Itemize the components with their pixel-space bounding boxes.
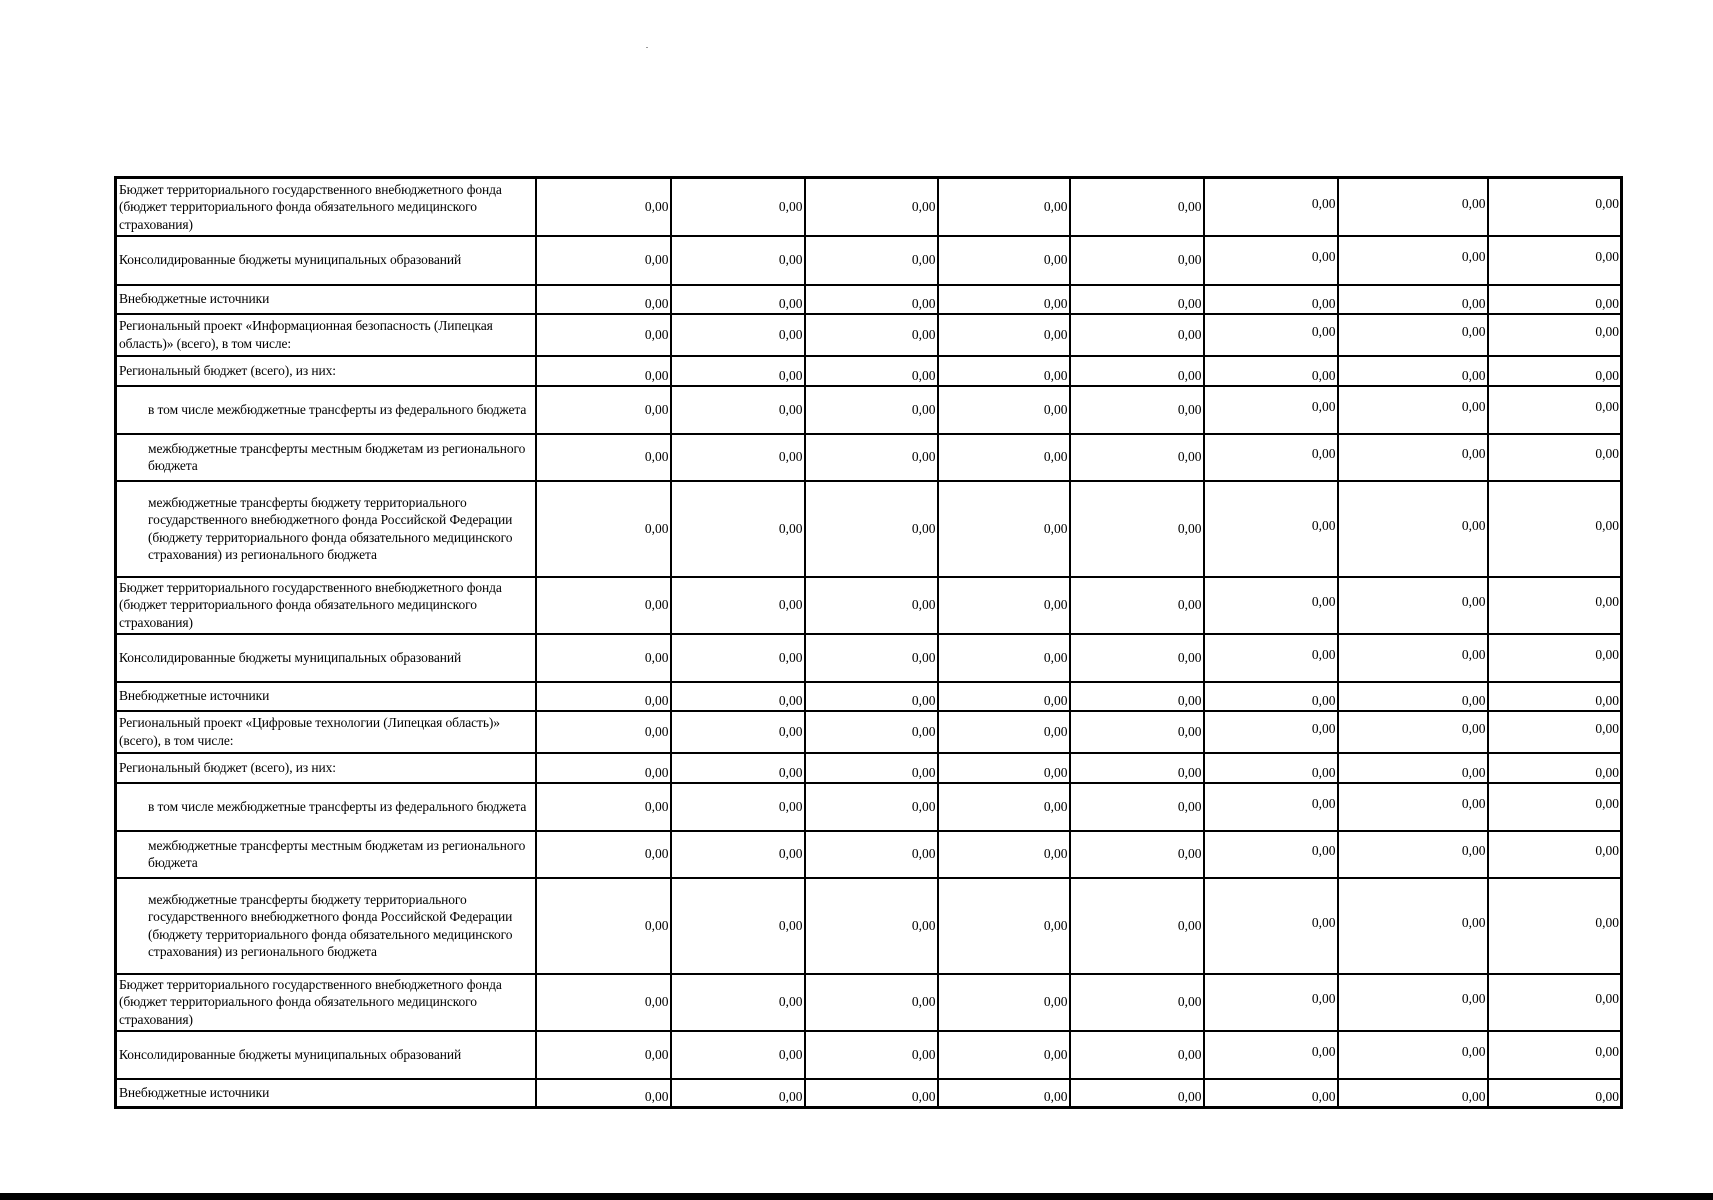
row-label: Консолидированные бюджеты муниципальных образований: [116, 634, 536, 682]
value-cell: 0,00: [1338, 831, 1488, 878]
value-cell: 0,00: [1338, 285, 1488, 314]
value-cell: 0,00: [1204, 386, 1338, 434]
value-cell: 0,00: [536, 481, 671, 577]
table-row: [116, 753, 1622, 783]
value-cell: 0,00: [536, 878, 671, 974]
value-cell: 0,00: [938, 753, 1070, 783]
row-label: межбюджетные трансферты местным бюджетам из регионального бюджета: [116, 831, 536, 878]
value-cell: 0,00: [805, 783, 938, 831]
row-label: Региональный бюджет (всего), из них:: [116, 356, 536, 386]
value-cell: 0,00: [1488, 285, 1622, 314]
value-cell: 0,00: [1070, 1079, 1204, 1108]
table-row: [116, 711, 1622, 753]
value-cell: 0,00: [536, 236, 671, 285]
value-cell: 0,00: [1488, 178, 1622, 236]
value-cell: 0,00: [536, 974, 671, 1031]
value-cell: 0,00: [1338, 878, 1488, 974]
value-cell: 0,00: [536, 1031, 671, 1079]
value-cell: 0,00: [671, 1031, 805, 1079]
value-cell: 0,00: [1204, 974, 1338, 1031]
value-cell: 0,00: [1488, 831, 1622, 878]
value-cell: 0,00: [805, 285, 938, 314]
row-label: Внебюджетные источники: [116, 1079, 536, 1108]
value-cell: 0,00: [536, 285, 671, 314]
value-cell: 0,00: [1204, 356, 1338, 386]
table-row: [116, 974, 1622, 1031]
value-cell: 0,00: [805, 314, 938, 356]
value-cell: 0,00: [805, 434, 938, 481]
value-cell: 0,00: [938, 711, 1070, 753]
value-cell: 0,00: [536, 434, 671, 481]
value-cell: 0,00: [805, 711, 938, 753]
row-label: Внебюджетные источники: [116, 285, 536, 314]
value-cell: 0,00: [536, 356, 671, 386]
value-cell: 0,00: [1338, 481, 1488, 577]
row-label: в том числе межбюджетные трансферты из федерального бюджета: [116, 783, 536, 831]
value-cell: 0,00: [1070, 356, 1204, 386]
value-cell: 0,00: [938, 1079, 1070, 1108]
value-cell: 0,00: [1488, 682, 1622, 711]
table-row: [116, 1079, 1622, 1108]
value-cell: 0,00: [938, 634, 1070, 682]
value-cell: 0,00: [1204, 434, 1338, 481]
value-cell: 0,00: [1488, 753, 1622, 783]
value-cell: 0,00: [1070, 783, 1204, 831]
value-cell: 0,00: [1070, 1031, 1204, 1079]
value-cell: 0,00: [938, 481, 1070, 577]
row-label: Внебюджетные источники: [116, 682, 536, 711]
table-row: [116, 178, 1622, 236]
table-row: [116, 285, 1622, 314]
value-cell: 0,00: [1488, 481, 1622, 577]
value-cell: 0,00: [938, 386, 1070, 434]
table-row: [116, 682, 1622, 711]
value-cell: 0,00: [536, 753, 671, 783]
value-cell: 0,00: [805, 1079, 938, 1108]
value-cell: 0,00: [1070, 577, 1204, 634]
value-cell: 0,00: [1488, 577, 1622, 634]
value-cell: 0,00: [938, 314, 1070, 356]
value-cell: 0,00: [1338, 314, 1488, 356]
value-cell: 0,00: [1488, 236, 1622, 285]
value-cell: 0,00: [805, 634, 938, 682]
value-cell: 0,00: [1338, 236, 1488, 285]
row-label: Консолидированные бюджеты муниципальных образований: [116, 1031, 536, 1079]
value-cell: 0,00: [536, 831, 671, 878]
value-cell: 0,00: [671, 577, 805, 634]
value-cell: 0,00: [938, 178, 1070, 236]
value-cell: 0,00: [1204, 236, 1338, 285]
value-cell: 0,00: [671, 434, 805, 481]
value-cell: 0,00: [1070, 878, 1204, 974]
row-label: Региональный проект «Цифровые технологии (Липецкая область)» (всего), в том числе:: [116, 711, 536, 753]
value-cell: 0,00: [1204, 577, 1338, 634]
value-cell: 0,00: [938, 236, 1070, 285]
value-cell: 0,00: [536, 711, 671, 753]
value-cell: 0,00: [536, 178, 671, 236]
value-cell: 0,00: [1070, 634, 1204, 682]
value-cell: 0,00: [805, 831, 938, 878]
value-cell: 0,00: [1204, 831, 1338, 878]
value-cell: 0,00: [1204, 634, 1338, 682]
table-row: [116, 314, 1622, 356]
value-cell: 0,00: [536, 682, 671, 711]
value-cell: 0,00: [1338, 711, 1488, 753]
value-cell: 0,00: [1070, 386, 1204, 434]
value-cell: 0,00: [536, 1079, 671, 1108]
row-label: Бюджет территориального государственного внебюджетного фонда (бюджет территориального фонда обязательного медицинского страхования): [116, 577, 536, 634]
value-cell: 0,00: [1338, 634, 1488, 682]
table-row: [116, 434, 1622, 481]
value-cell: 0,00: [1204, 682, 1338, 711]
value-cell: 0,00: [671, 711, 805, 753]
value-cell: 0,00: [1338, 434, 1488, 481]
value-cell: 0,00: [671, 974, 805, 1031]
value-cell: 0,00: [671, 386, 805, 434]
value-cell: 0,00: [1338, 178, 1488, 236]
value-cell: 0,00: [938, 974, 1070, 1031]
value-cell: 0,00: [805, 577, 938, 634]
value-cell: 0,00: [536, 634, 671, 682]
value-cell: 0,00: [1338, 783, 1488, 831]
value-cell: 0,00: [805, 481, 938, 577]
row-label: межбюджетные трансферты местным бюджетам из регионального бюджета: [116, 434, 536, 481]
row-label: межбюджетные трансферты бюджету территориального государственного внебюджетного фонда Российской Федерации (бюджету территориального фонда обязательного медицинского страхования) из регионального бюджета: [116, 878, 536, 974]
value-cell: 0,00: [938, 682, 1070, 711]
value-cell: 0,00: [1488, 386, 1622, 434]
value-cell: 0,00: [1204, 753, 1338, 783]
value-cell: 0,00: [671, 356, 805, 386]
value-cell: 0,00: [1070, 974, 1204, 1031]
value-cell: 0,00: [1488, 314, 1622, 356]
row-label: Бюджет территориального государственного внебюджетного фонда (бюджет территориального фонда обязательного медицинского страхования): [116, 178, 536, 236]
value-cell: 0,00: [1070, 711, 1204, 753]
value-cell: 0,00: [1338, 974, 1488, 1031]
value-cell: 0,00: [1204, 783, 1338, 831]
value-cell: 0,00: [805, 1031, 938, 1079]
table-row: [116, 634, 1622, 682]
value-cell: 0,00: [1338, 1031, 1488, 1079]
value-cell: 0,00: [805, 682, 938, 711]
value-cell: 0,00: [1488, 783, 1622, 831]
value-cell: 0,00: [805, 178, 938, 236]
value-cell: 0,00: [1338, 386, 1488, 434]
value-cell: 0,00: [805, 386, 938, 434]
value-cell: 0,00: [671, 1079, 805, 1108]
value-cell: 0,00: [1488, 634, 1622, 682]
value-cell: 0,00: [1070, 831, 1204, 878]
value-cell: 0,00: [1070, 481, 1204, 577]
value-cell: 0,00: [1488, 356, 1622, 386]
value-cell: 0,00: [671, 682, 805, 711]
value-cell: 0,00: [1338, 577, 1488, 634]
value-cell: 0,00: [671, 314, 805, 356]
value-cell: 0,00: [1070, 285, 1204, 314]
value-cell: 0,00: [671, 285, 805, 314]
value-cell: 0,00: [1070, 314, 1204, 356]
value-cell: 0,00: [1204, 178, 1338, 236]
value-cell: 0,00: [671, 878, 805, 974]
value-cell: 0,00: [938, 878, 1070, 974]
value-cell: 0,00: [938, 285, 1070, 314]
table-row: [116, 236, 1622, 285]
row-label: Консолидированные бюджеты муниципальных образований: [116, 236, 536, 285]
table-row: [116, 386, 1622, 434]
value-cell: 0,00: [1204, 711, 1338, 753]
value-cell: 0,00: [536, 577, 671, 634]
value-cell: 0,00: [805, 974, 938, 1031]
value-cell: 0,00: [1488, 1079, 1622, 1108]
row-label: в том числе межбюджетные трансферты из федерального бюджета: [116, 386, 536, 434]
table-row: [116, 1031, 1622, 1079]
table-row: [116, 481, 1622, 577]
value-cell: 0,00: [536, 314, 671, 356]
value-cell: 0,00: [1204, 1031, 1338, 1079]
row-label: межбюджетные трансферты бюджету территориального государственного внебюджетного фонда Российской Федерации (бюджету территориального фонда обязательного медицинского страхования) из регионального бюджета: [116, 481, 536, 577]
value-cell: 0,00: [938, 577, 1070, 634]
row-label: Региональный бюджет (всего), из них:: [116, 753, 536, 783]
value-cell: 0,00: [938, 831, 1070, 878]
value-cell: 0,00: [1204, 314, 1338, 356]
table-row: [116, 356, 1622, 386]
table-body: [116, 178, 1622, 1108]
value-cell: 0,00: [1488, 434, 1622, 481]
table-row: [116, 831, 1622, 878]
value-cell: 0,00: [1488, 974, 1622, 1031]
value-cell: 0,00: [938, 356, 1070, 386]
value-cell: 0,00: [671, 753, 805, 783]
value-cell: 0,00: [1070, 753, 1204, 783]
value-cell: 0,00: [805, 753, 938, 783]
table-row: [116, 577, 1622, 634]
budget-table: [114, 176, 1623, 1109]
value-cell: 0,00: [1338, 682, 1488, 711]
value-cell: 0,00: [1204, 878, 1338, 974]
value-cell: 0,00: [938, 1031, 1070, 1079]
value-cell: 0,00: [1338, 753, 1488, 783]
value-cell: 0,00: [805, 356, 938, 386]
value-cell: 0,00: [671, 178, 805, 236]
value-cell: 0,00: [805, 236, 938, 285]
table-row: [116, 878, 1622, 974]
value-cell: 0,00: [536, 386, 671, 434]
row-label: Региональный проект «Информационная безопасность (Липецкая область)» (всего), в том числе:: [116, 314, 536, 356]
value-cell: 0,00: [671, 783, 805, 831]
value-cell: 0,00: [1338, 356, 1488, 386]
value-cell: 0,00: [805, 878, 938, 974]
value-cell: 0,00: [1070, 682, 1204, 711]
value-cell: 0,00: [938, 434, 1070, 481]
value-cell: 0,00: [536, 783, 671, 831]
value-cell: 0,00: [1204, 285, 1338, 314]
value-cell: 0,00: [1488, 711, 1622, 753]
value-cell: 0,00: [671, 236, 805, 285]
value-cell: 0,00: [1070, 178, 1204, 236]
row-label: Бюджет территориального государственного внебюджетного фонда (бюджет территориального фонда обязательного медицинского страхования): [116, 974, 536, 1031]
scan-bottom-edge: [0, 1193, 1713, 1200]
value-cell: 0,00: [1488, 878, 1622, 974]
value-cell: 0,00: [1338, 1079, 1488, 1108]
table-row: [116, 783, 1622, 831]
value-cell: 0,00: [671, 634, 805, 682]
value-cell: 0,00: [1070, 434, 1204, 481]
value-cell: 0,00: [671, 831, 805, 878]
value-cell: 0,00: [1204, 1079, 1338, 1108]
value-cell: 0,00: [938, 783, 1070, 831]
value-cell: 0,00: [1070, 236, 1204, 285]
value-cell: 0,00: [671, 481, 805, 577]
value-cell: 0,00: [1204, 481, 1338, 577]
scan-speck: [646, 47, 648, 48]
value-cell: 0,00: [1488, 1031, 1622, 1079]
